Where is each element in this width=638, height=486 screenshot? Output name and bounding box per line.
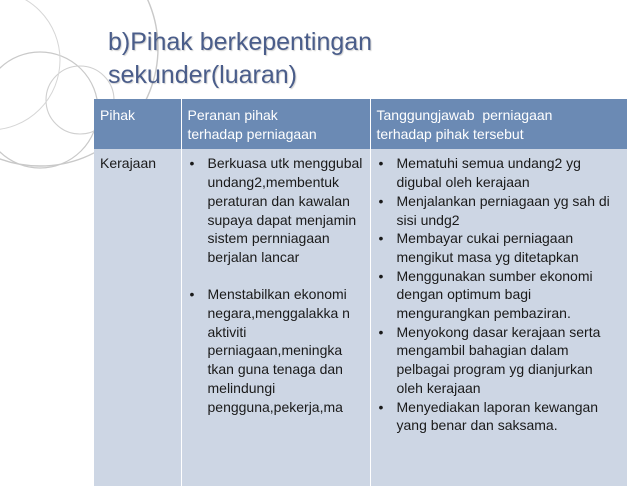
cell-peranan [181,149,370,486]
peranan-item: • Berkuasa utk menggubal undang2,membentuk peraturan dan kawalan supaya dapat menjamin sistem pernniagaan berjalan lancar [188,154,364,266]
slide-title-line-1: b)Pihak berkepentingan [108,28,373,56]
deco-circle-medium [0,52,98,168]
header-tanggungjawab [370,99,627,149]
header-peranan-line-1: Peranan pihak [187,107,278,123]
header-tanggungjawab-line-1: Tanggungjawab perniagaan [376,107,553,123]
header-peranan [181,99,370,149]
header-pihak [94,99,181,149]
cell-pihak: Kerajaan [94,149,181,486]
slide-title [108,26,372,92]
header-tanggungjawab-line-2: terhadap pihak tersebut [376,125,524,142]
peranan-list [188,154,364,416]
tanggungjawab-item: • Membayar cukai perniagaan mengikut masa yg ditetapkan [377,229,622,266]
header-peranan-line-2: terhadap perniagaan [187,125,317,142]
table-row [94,149,627,486]
tanggungjawab-item: • Menggunakan sumber ekonomi dengan optimum bagi mengurangkan pembaziran. [377,267,622,323]
tanggungjawab-item: • Menjalankan perniagaan yg sah di sisi undg2 [377,192,622,229]
slide-title-line-2: sekunder(luaran) [108,61,297,89]
header-pihak-text: Pihak [100,107,136,123]
deco-circle-inner [0,0,60,130]
table-header-row [94,99,627,149]
stakeholder-table [94,99,627,486]
cell-tanggungjawab [370,149,627,486]
tanggungjawab-list [377,154,622,435]
peranan-item: • Menstabilkan ekonomi negara,menggalakka n aktiviti perniagaan,meningka tkan guna tenaga dan melindungi pengguna,pekerja,ma [188,285,364,416]
tanggungjawab-item: • Menyokong dasar kerajaan serta mengambil bahagian dalam pelbagai program yg dianjurkan oleh kerajaan [377,323,622,398]
tanggungjawab-item: • Mematuhi semua undang2 yg digubal oleh kerajaan [377,154,622,191]
tanggungjawab-item: • Menyediakan laporan kewangan yang benar dan saksama. [377,398,622,435]
